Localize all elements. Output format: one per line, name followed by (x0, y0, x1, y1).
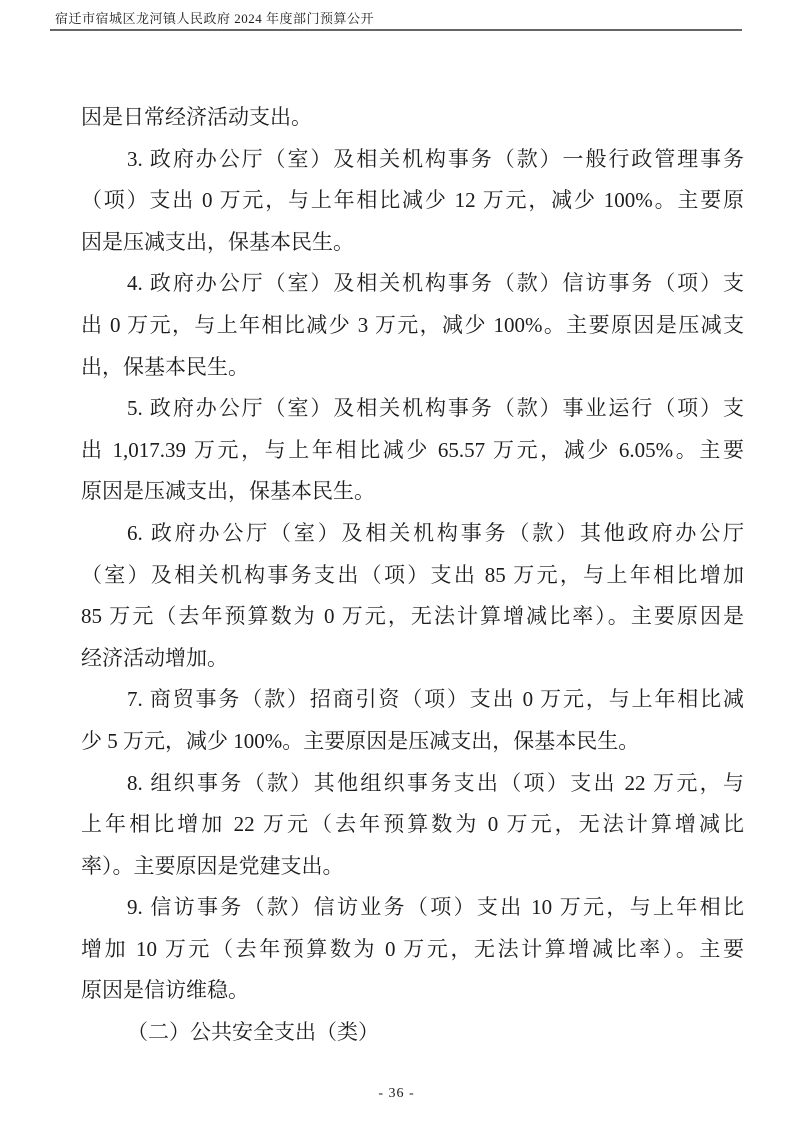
text-line: 4. 政府办公厅（室）及相关机构事务（款）信访事务（项）支 (127, 271, 744, 296)
text-line: 增加 10 万元（去年预算数为 0 万元，无法计算增减比率）。主要 (81, 936, 744, 961)
text-line: （项）支出 0 万元，与上年相比减少 12 万元，减少 100%。主要原 (81, 188, 744, 213)
text-line: 原因是信访维稳。 (81, 978, 249, 1003)
text-line: 7. 商贸事务（款）招商引资（项）支出 0 万元，与上年相比减 (127, 687, 744, 712)
text-line: 出，保基本民生。 (81, 354, 249, 379)
text-line: 率）。主要原因是党建支出。 (81, 853, 344, 878)
document-header-title: 宿迁市宿城区龙河镇人民政府 2024 年度部门预算公开 (55, 11, 375, 26)
document-body (81, 97, 744, 1054)
paragraph (81, 388, 744, 513)
paragraph (81, 263, 744, 388)
text-line: 5. 政府办公厅（室）及相关机构事务（款）事业运行（项）支 (127, 396, 744, 421)
text-line: 出 0 万元，与上年相比减少 3 万元，减少 100%。主要原因是压减支 (81, 312, 744, 337)
text-line: 85 万元（去年预算数为 0 万元，无法计算增减比率）。主要原因是 (81, 604, 744, 629)
text-line: 6. 政府办公厅（室）及相关机构事务（款）其他政府办公厅 (127, 520, 744, 545)
text-line: 9. 信访事务（款）信访业务（项）支出 10 万元，与上年相比 (127, 895, 744, 920)
text-line: 3. 政府办公厅（室）及相关机构事务（款）一般行政管理事务 (127, 146, 744, 171)
text-line: （二）公共安全支出（类） (127, 1020, 379, 1045)
paragraph (81, 139, 744, 264)
text-line: 出 1,017.39 万元，与上年相比减少 65.57 万元，减少 6.05%。主要 (81, 437, 744, 462)
text-line: 少 5 万元，减少 100%。主要原因是压减支出，保基本民生。 (81, 728, 640, 753)
paragraph (81, 679, 744, 762)
text-line: （室）及相关机构事务支出（项）支出 85 万元，与上年相比增加 (81, 562, 744, 587)
text-line: 因是压减支出，保基本民生。 (81, 229, 354, 254)
paragraph (81, 513, 744, 679)
text-line: 原因是压减支出，保基本民生。 (81, 479, 375, 504)
text-line: 上年相比增加 22 万元（去年预算数为 0 万元，无法计算增减比 (81, 812, 744, 837)
paragraph (81, 1012, 744, 1054)
header-rule (50, 29, 742, 31)
page-number: - 36 - (378, 1086, 415, 1101)
paragraph (81, 887, 744, 1012)
text-line: 经济活动增加。 (81, 645, 228, 670)
text-line: 8. 组织事务（款）其他组织事务支出（项）支出 22 万元，与 (127, 770, 744, 795)
text-line: 因是日常经济活动支出。 (81, 105, 312, 129)
paragraph (81, 763, 744, 888)
paragraph (81, 97, 744, 139)
